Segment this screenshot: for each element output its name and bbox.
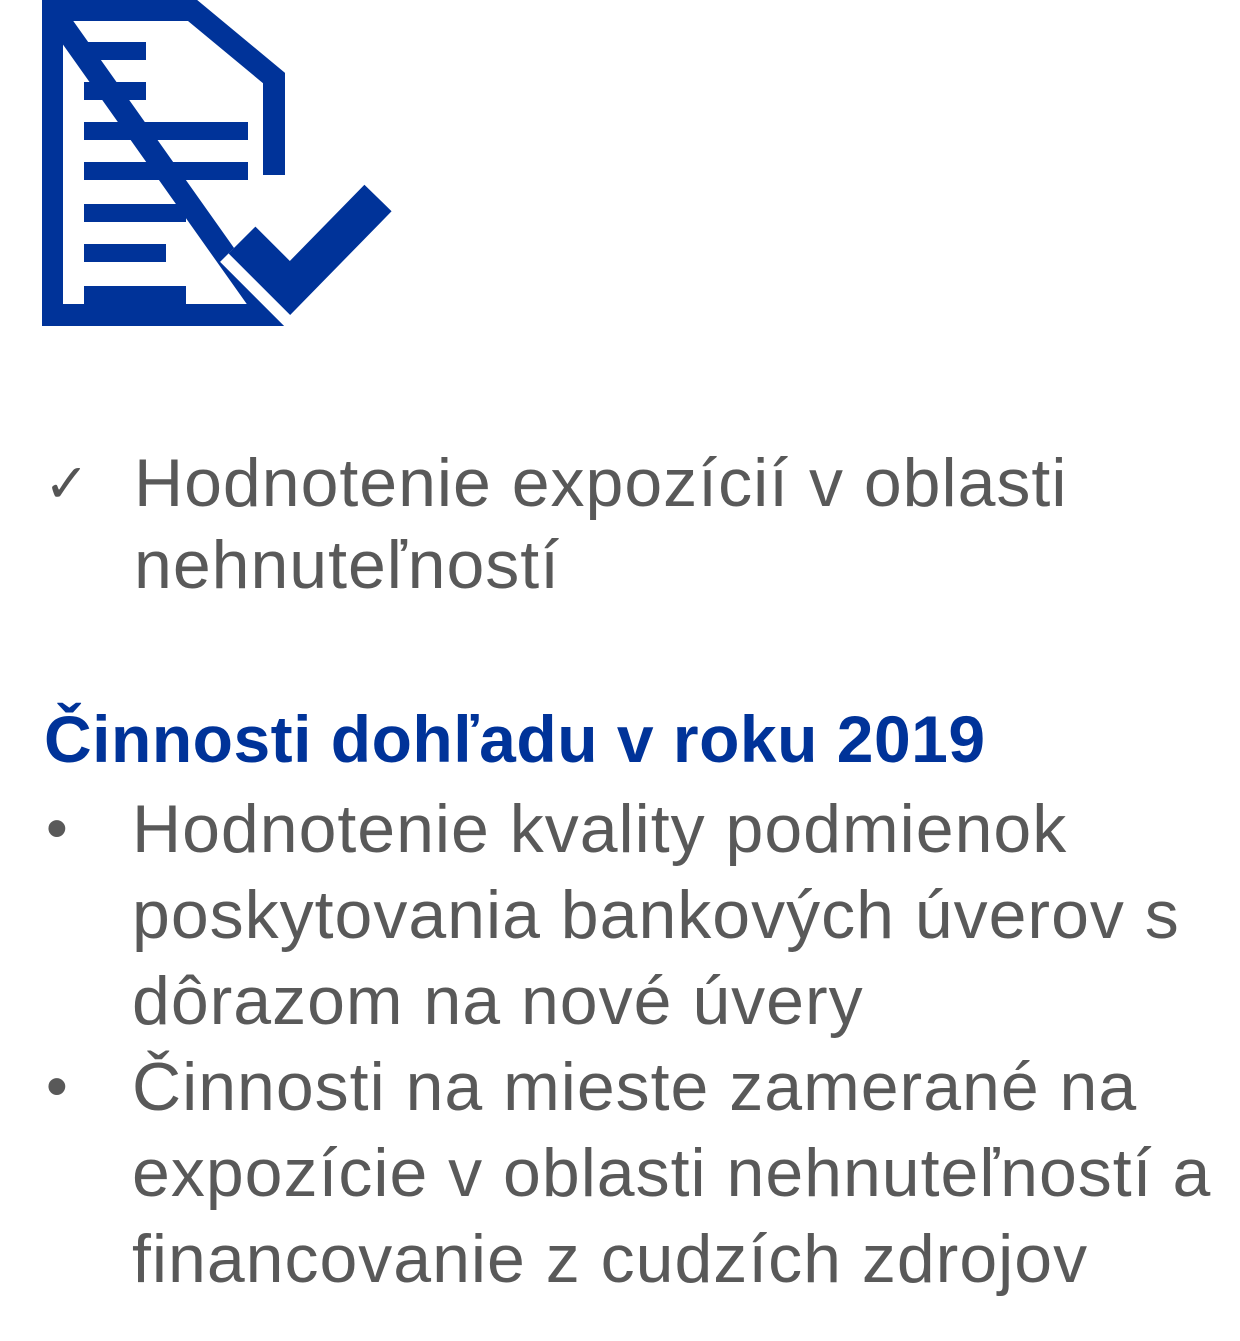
- document-line: [84, 244, 166, 262]
- section-heading: Činnosti dohľadu v roku 2019: [44, 702, 986, 776]
- bullet-icon: •: [46, 1052, 68, 1121]
- document-line: [84, 286, 186, 304]
- bullet-icon: •: [46, 794, 68, 863]
- check-mark: [242, 198, 378, 288]
- list-item-text: Činnosti na mieste zamerané na expozície v oblasti nehnuteľností a financovanie z cudzích zdrojov: [132, 1049, 1212, 1297]
- checkmark-icon: ✓: [44, 452, 90, 515]
- list-item-text: Hodnotenie kvality podmienok poskytovania bankových úverov s dôrazom na nové úvery: [132, 791, 1180, 1039]
- bullet-list: [44, 786, 1234, 1302]
- list-item: [44, 786, 1234, 1044]
- document-line: [84, 162, 248, 180]
- list-item: [44, 1044, 1234, 1302]
- document-check-icon: [42, 0, 394, 350]
- document-line: [84, 42, 146, 60]
- document-line: [84, 82, 146, 100]
- check-item-text: Hodnotenie expozícií v oblasti nehnuteľností: [134, 445, 1068, 603]
- document-line: [84, 122, 248, 140]
- document-line: [84, 204, 186, 222]
